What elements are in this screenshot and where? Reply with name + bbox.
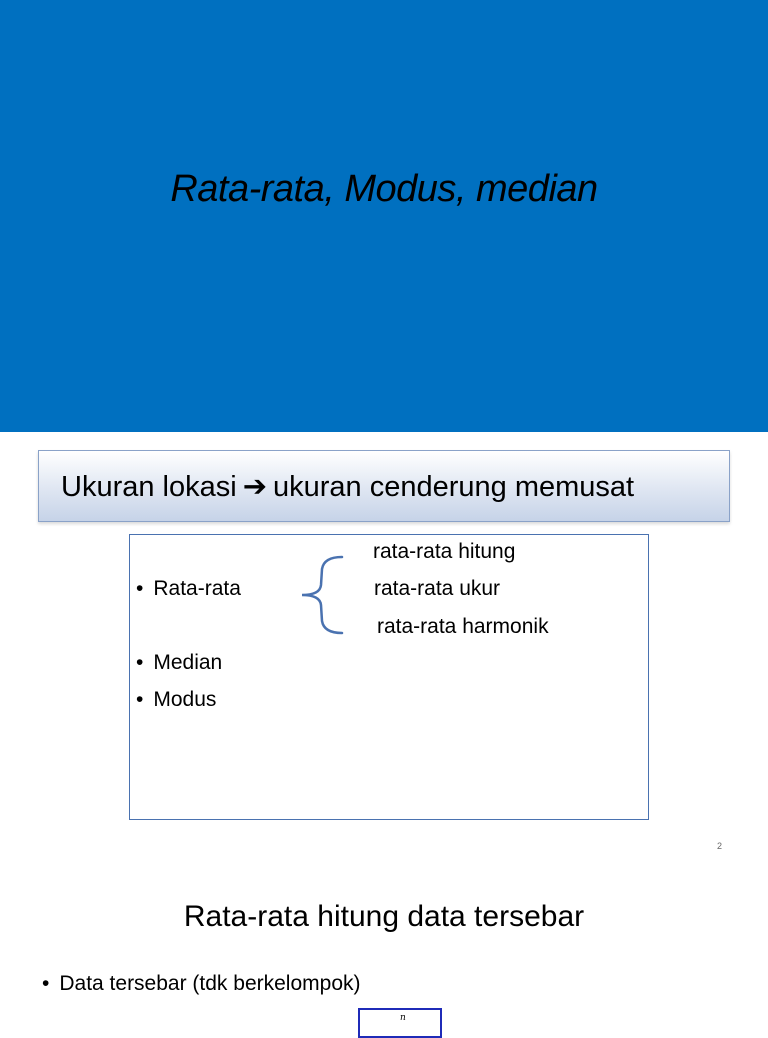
- title-slide: [0, 0, 768, 432]
- header-text: [61, 469, 634, 504]
- type-rata-rata-harmonik: rata-rata harmonik: [377, 615, 549, 638]
- bullet-label: Rata-rata: [153, 577, 241, 600]
- bullet-label: Data tersebar (tdk berkelompok): [59, 972, 361, 995]
- formula-box: [358, 1008, 442, 1038]
- type-rata-rata-hitung: rata-rata hitung: [373, 540, 516, 563]
- bullet-modus: [136, 688, 216, 712]
- bullet-label: Median: [153, 651, 223, 674]
- page-number: 2: [716, 841, 722, 851]
- content-box: [129, 534, 649, 820]
- bullet-median: [136, 651, 222, 675]
- type-rata-rata-ukur: rata-rata ukur: [374, 577, 501, 600]
- arrow-icon: ➔: [242, 471, 267, 503]
- slide-ukuran-lokasi: [0, 432, 768, 864]
- formula-n-symbol: n: [400, 1013, 406, 1023]
- slide3-title: Rata-rata hitung data tersebar: [183, 900, 585, 933]
- header-banner: [38, 450, 730, 522]
- bullet-dot: •: [136, 688, 144, 711]
- slide-rata-rata-hitung: [0, 864, 768, 1024]
- curly-brace-icon: [298, 555, 348, 635]
- bullet-data-tersebar: [42, 972, 361, 996]
- bullet-dot: •: [136, 577, 144, 600]
- bullet-label: Modus: [153, 688, 217, 711]
- header-left-text: Ukuran lokasi: [61, 471, 237, 503]
- slide-title: Rata-rata, Modus, median: [170, 168, 598, 210]
- header-right-text: ukuran cenderung memusat: [273, 471, 635, 503]
- bullet-rata-rata: [136, 577, 241, 601]
- bullet-dot: •: [42, 972, 50, 995]
- bullet-dot: •: [136, 651, 144, 674]
